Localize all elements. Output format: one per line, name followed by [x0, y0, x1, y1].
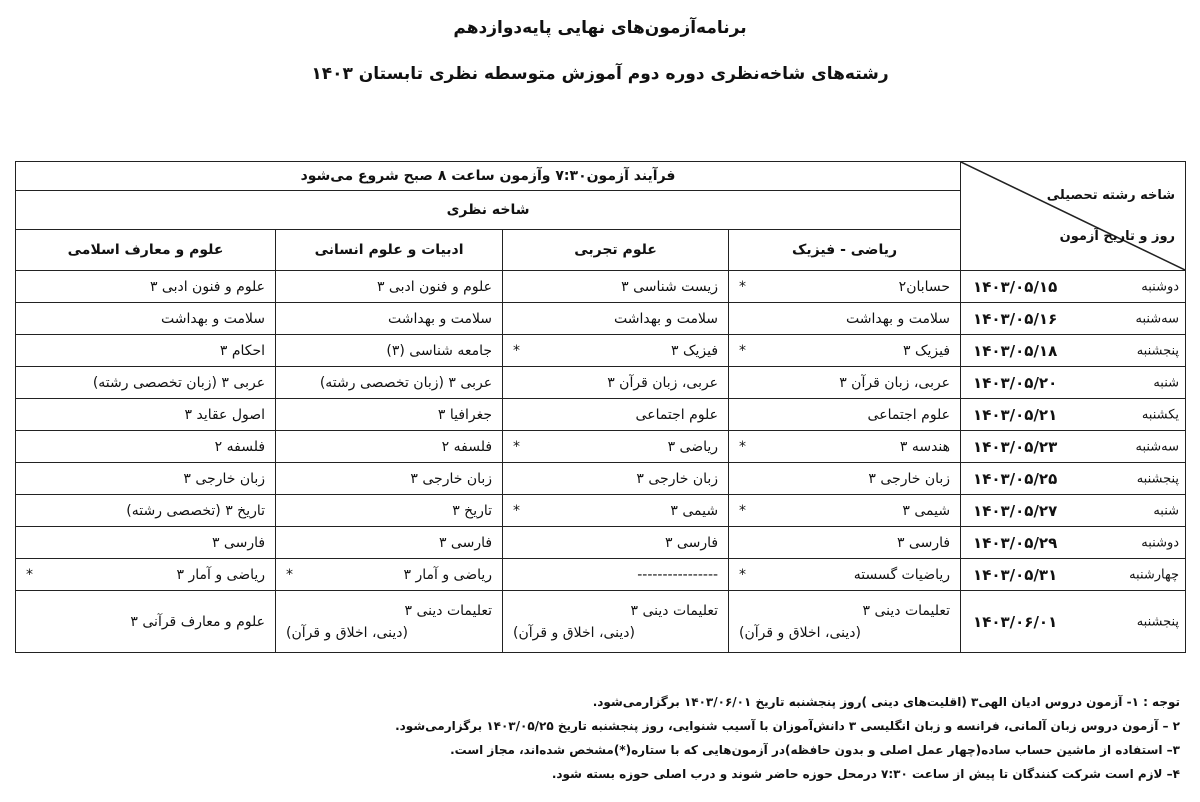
note-line: ۴– لازم است شرکت کنندگان تا پیش از ساعت ۷:۳۰ درمحل حوزه حاضر شوند و درب اصلی حوزه بسته شود.	[551, 767, 1180, 781]
day-name: شنبه	[1153, 503, 1180, 518]
subject-name: عربی ۳ (زبان تخصصی رشته)	[319, 374, 493, 391]
subject-name: فارسی ۳	[211, 534, 266, 551]
subject-cell	[276, 303, 503, 335]
subject-name: حسابان۲	[898, 278, 951, 295]
subject-cell	[503, 527, 729, 559]
subject-name: علوم اجتماعی	[867, 406, 951, 423]
subject-name: احکام ۳	[219, 342, 266, 359]
subject-cell	[729, 495, 961, 527]
exam-date: ۱۴۰۳/۰۶/۰۱	[973, 612, 1058, 631]
subject-name: فلسفه ۲	[214, 438, 266, 455]
subject-cell	[276, 271, 503, 303]
day-name: پنجشنبه	[1136, 343, 1180, 358]
subject-cell	[276, 495, 503, 527]
subject-cell	[503, 431, 729, 463]
subject-name: فلسفه ۲	[441, 438, 493, 455]
subject-name: سلامت و بهداشت	[387, 310, 493, 327]
subject-name: تاریخ ۳	[452, 502, 493, 519]
subject-name: زبان خارجی ۳	[183, 470, 266, 487]
subject-cell	[729, 335, 961, 367]
column-header: ادبیات و علوم انسانی	[276, 230, 503, 271]
subject-detail: (دینی، اخلاق و قرآن)	[739, 624, 861, 641]
calculator-star: *	[513, 502, 521, 519]
subject-name: فارسی ۳	[438, 534, 493, 551]
subject-name: جامعه شناسی (۳)	[386, 342, 493, 359]
day-name: شنبه	[1153, 375, 1180, 390]
table-row	[16, 495, 1186, 527]
subject-name: اصول عقاید ۳	[184, 406, 266, 423]
subject-name: علوم و معارف قرآنی ۳	[130, 613, 266, 630]
day-name: پنجشنبه	[1136, 471, 1180, 486]
day-name: دوشنبه	[1141, 279, 1180, 294]
table-row	[16, 559, 1186, 591]
calculator-star: *	[513, 342, 521, 359]
subject-cell	[16, 591, 276, 653]
day-name: سه‌شنبه	[1135, 439, 1180, 454]
subject-cell	[729, 591, 961, 653]
subject-cell	[729, 463, 961, 495]
subject-name: علوم و فنون ادبی ۳	[376, 278, 493, 295]
subject-cell	[16, 271, 276, 303]
corner-label-date: روز و تاریخ آزمون	[1059, 229, 1176, 244]
subject-cell	[16, 399, 276, 431]
exam-schedule-table	[15, 161, 1186, 653]
subject-name: عربی ۳ (زبان تخصصی رشته)	[92, 374, 266, 391]
subject-name: تعلیمات دینی ۳	[630, 602, 719, 619]
process-note: فرآیند آزمون۷:۳۰ وآزمون ساعت ۸ صبح شروع می‌شود	[16, 162, 961, 191]
day-date-cell	[961, 303, 1186, 335]
subject-cell	[276, 559, 503, 591]
subject-cell	[16, 367, 276, 399]
table-row	[16, 303, 1186, 335]
page-subtitle: رشته‌های شاخه‌نظری دوره دوم آموزش متوسطه نظری تابستان ۱۴۰۳	[311, 64, 889, 84]
day-date-cell	[961, 591, 1186, 653]
exam-date: ۱۴۰۳/۰۵/۲۹	[973, 533, 1058, 552]
day-date-cell	[961, 431, 1186, 463]
subject-cell	[276, 399, 503, 431]
subject-name: هندسه ۳	[899, 438, 951, 455]
day-name: پنجشنبه	[1136, 614, 1180, 629]
subject-name: علوم اجتماعی	[635, 406, 719, 423]
subject-name: ----------------	[637, 566, 719, 583]
note-line: ۳– استفاده از ماشین حساب ساده(چهار عمل اصلی و بدون حافظه)در آزمون‌هایی که با ستاره(*)مشخص شده‌اند، مجاز است.	[450, 743, 1180, 757]
table-row	[16, 367, 1186, 399]
subject-name: تعلیمات دینی ۳	[404, 602, 493, 619]
subject-name: تاریخ ۳ (تخصصی رشته)	[126, 502, 266, 519]
subject-cell	[729, 367, 961, 399]
exam-date: ۱۴۰۳/۰۵/۲۰	[973, 373, 1058, 392]
calculator-star: *	[513, 438, 521, 455]
subject-name: عربی، زبان قرآن ۳	[607, 374, 719, 391]
calculator-star: *	[26, 566, 33, 583]
subject-name: ریاضی و آمار ۳	[176, 566, 266, 583]
subject-cell	[276, 591, 503, 653]
exam-date: ۱۴۰۳/۰۵/۱۵	[973, 277, 1058, 296]
subject-cell	[16, 527, 276, 559]
exam-date: ۱۴۰۳/۰۵/۱۶	[973, 309, 1058, 328]
day-name: چهارشنبه	[1129, 567, 1180, 582]
subject-cell	[276, 431, 503, 463]
day-date-cell	[961, 495, 1186, 527]
subject-detail: (دینی، اخلاق و قرآن)	[513, 624, 635, 641]
calculator-star: *	[739, 566, 747, 583]
day-name: یکشنبه	[1141, 407, 1180, 422]
subject-cell	[16, 303, 276, 335]
subject-cell	[729, 303, 961, 335]
calculator-star: *	[739, 278, 747, 295]
day-name: دوشنبه	[1141, 535, 1180, 550]
day-date-cell	[961, 463, 1186, 495]
exam-date: ۱۴۰۳/۰۵/۳۱	[973, 565, 1058, 584]
subject-cell	[503, 367, 729, 399]
subject-name: عربی، زبان قرآن ۳	[839, 374, 951, 391]
column-header: علوم و معارف اسلامی	[16, 230, 276, 271]
subject-name: فیزیک ۳	[902, 342, 951, 359]
calculator-star: *	[739, 502, 747, 519]
subject-cell	[729, 527, 961, 559]
corner-header-cell	[961, 162, 1186, 271]
subject-cell	[16, 431, 276, 463]
column-header: ریاضی - فیزیک	[729, 230, 961, 271]
subject-detail: (دینی، اخلاق و قرآن)	[286, 624, 408, 641]
subject-name: فارسی ۳	[896, 534, 951, 551]
subject-name: زبان خارجی ۳	[410, 470, 493, 487]
subject-name: ریاضیات گسسته	[853, 566, 951, 583]
subject-name: فارسی ۳	[664, 534, 719, 551]
subject-name: علوم و فنون ادبی ۳	[149, 278, 266, 295]
subject-cell	[729, 431, 961, 463]
subject-cell	[729, 559, 961, 591]
table-row	[16, 463, 1186, 495]
day-date-cell	[961, 527, 1186, 559]
day-name: سه‌شنبه	[1135, 311, 1180, 326]
exam-date: ۱۴۰۳/۰۵/۱۸	[973, 341, 1058, 360]
calculator-star: *	[739, 438, 747, 455]
day-date-cell	[961, 399, 1186, 431]
subject-cell	[276, 335, 503, 367]
branch-header: شاخه نظری	[16, 191, 961, 230]
subject-cell	[503, 591, 729, 653]
subject-cell	[16, 559, 276, 591]
subject-cell	[276, 367, 503, 399]
column-header: علوم تجربی	[503, 230, 729, 271]
table-row	[16, 335, 1186, 367]
day-date-cell	[961, 335, 1186, 367]
subject-cell	[503, 399, 729, 431]
subject-cell	[16, 495, 276, 527]
subject-cell	[16, 335, 276, 367]
subject-name: جغرافیا ۳	[437, 406, 493, 423]
note-line: ۲ – آزمون دروس زبان آلمانی، فرانسه و زبان انگلیسی ۳ دانش‌آموزان با آسیب شنوایی، روز پنجشنبه تاریخ ۱۴۰۳/۰۵/۲۵ برگزارمی‌شود.	[395, 719, 1180, 733]
subject-cell	[729, 271, 961, 303]
table-row	[16, 591, 1186, 653]
calculator-star: *	[739, 342, 747, 359]
subject-name: سلامت و بهداشت	[160, 310, 266, 327]
calculator-star: *	[286, 566, 294, 583]
exam-date: ۱۴۰۳/۰۵/۲۱	[973, 405, 1058, 424]
subject-name: زیست شناسی ۳	[621, 278, 719, 295]
subject-name: فیزیک ۳	[670, 342, 719, 359]
subject-cell	[503, 303, 729, 335]
exam-date: ۱۴۰۳/۰۵/۲۷	[973, 501, 1058, 520]
subject-name: سلامت و بهداشت	[613, 310, 719, 327]
subject-name: ریاضی ۳	[667, 438, 719, 455]
subject-name: تعلیمات دینی ۳	[862, 602, 951, 619]
subject-name: ریاضی و آمار ۳	[403, 566, 493, 583]
subject-cell	[503, 495, 729, 527]
table-row	[16, 399, 1186, 431]
subject-name: زبان خارجی ۳	[636, 470, 719, 487]
exam-date: ۱۴۰۳/۰۵/۲۵	[973, 469, 1058, 488]
subject-name: شیمی ۳	[670, 502, 719, 519]
subject-cell	[503, 559, 729, 591]
subject-cell	[503, 463, 729, 495]
table-row	[16, 527, 1186, 559]
subject-cell	[16, 463, 276, 495]
day-date-cell	[961, 559, 1186, 591]
subject-cell	[276, 527, 503, 559]
subject-cell	[729, 399, 961, 431]
subject-cell	[503, 271, 729, 303]
exam-date: ۱۴۰۳/۰۵/۲۳	[973, 437, 1058, 456]
table-row	[16, 431, 1186, 463]
page-title: برنامه‌آزمون‌های نهایی پایه‌دوازدهم	[453, 18, 747, 38]
subject-name: سلامت و بهداشت	[845, 310, 951, 327]
subject-cell	[276, 463, 503, 495]
day-date-cell	[961, 271, 1186, 303]
subject-cell	[503, 335, 729, 367]
subject-name: زبان خارجی ۳	[868, 470, 951, 487]
subject-name: شیمی ۳	[902, 502, 951, 519]
notes-section	[20, 690, 1180, 786]
corner-label-field: شاخه رشته تحصیلی	[1046, 188, 1176, 203]
day-date-cell	[961, 367, 1186, 399]
note-line: توجه : ۱- آزمون دروس ادیان الهی۳ (اقلیت‌های دینی )روز پنجشنبه تاریخ ۱۴۰۳/۰۶/۰۱ برگزارمی‌شود.	[592, 695, 1180, 709]
table-row	[16, 271, 1186, 303]
